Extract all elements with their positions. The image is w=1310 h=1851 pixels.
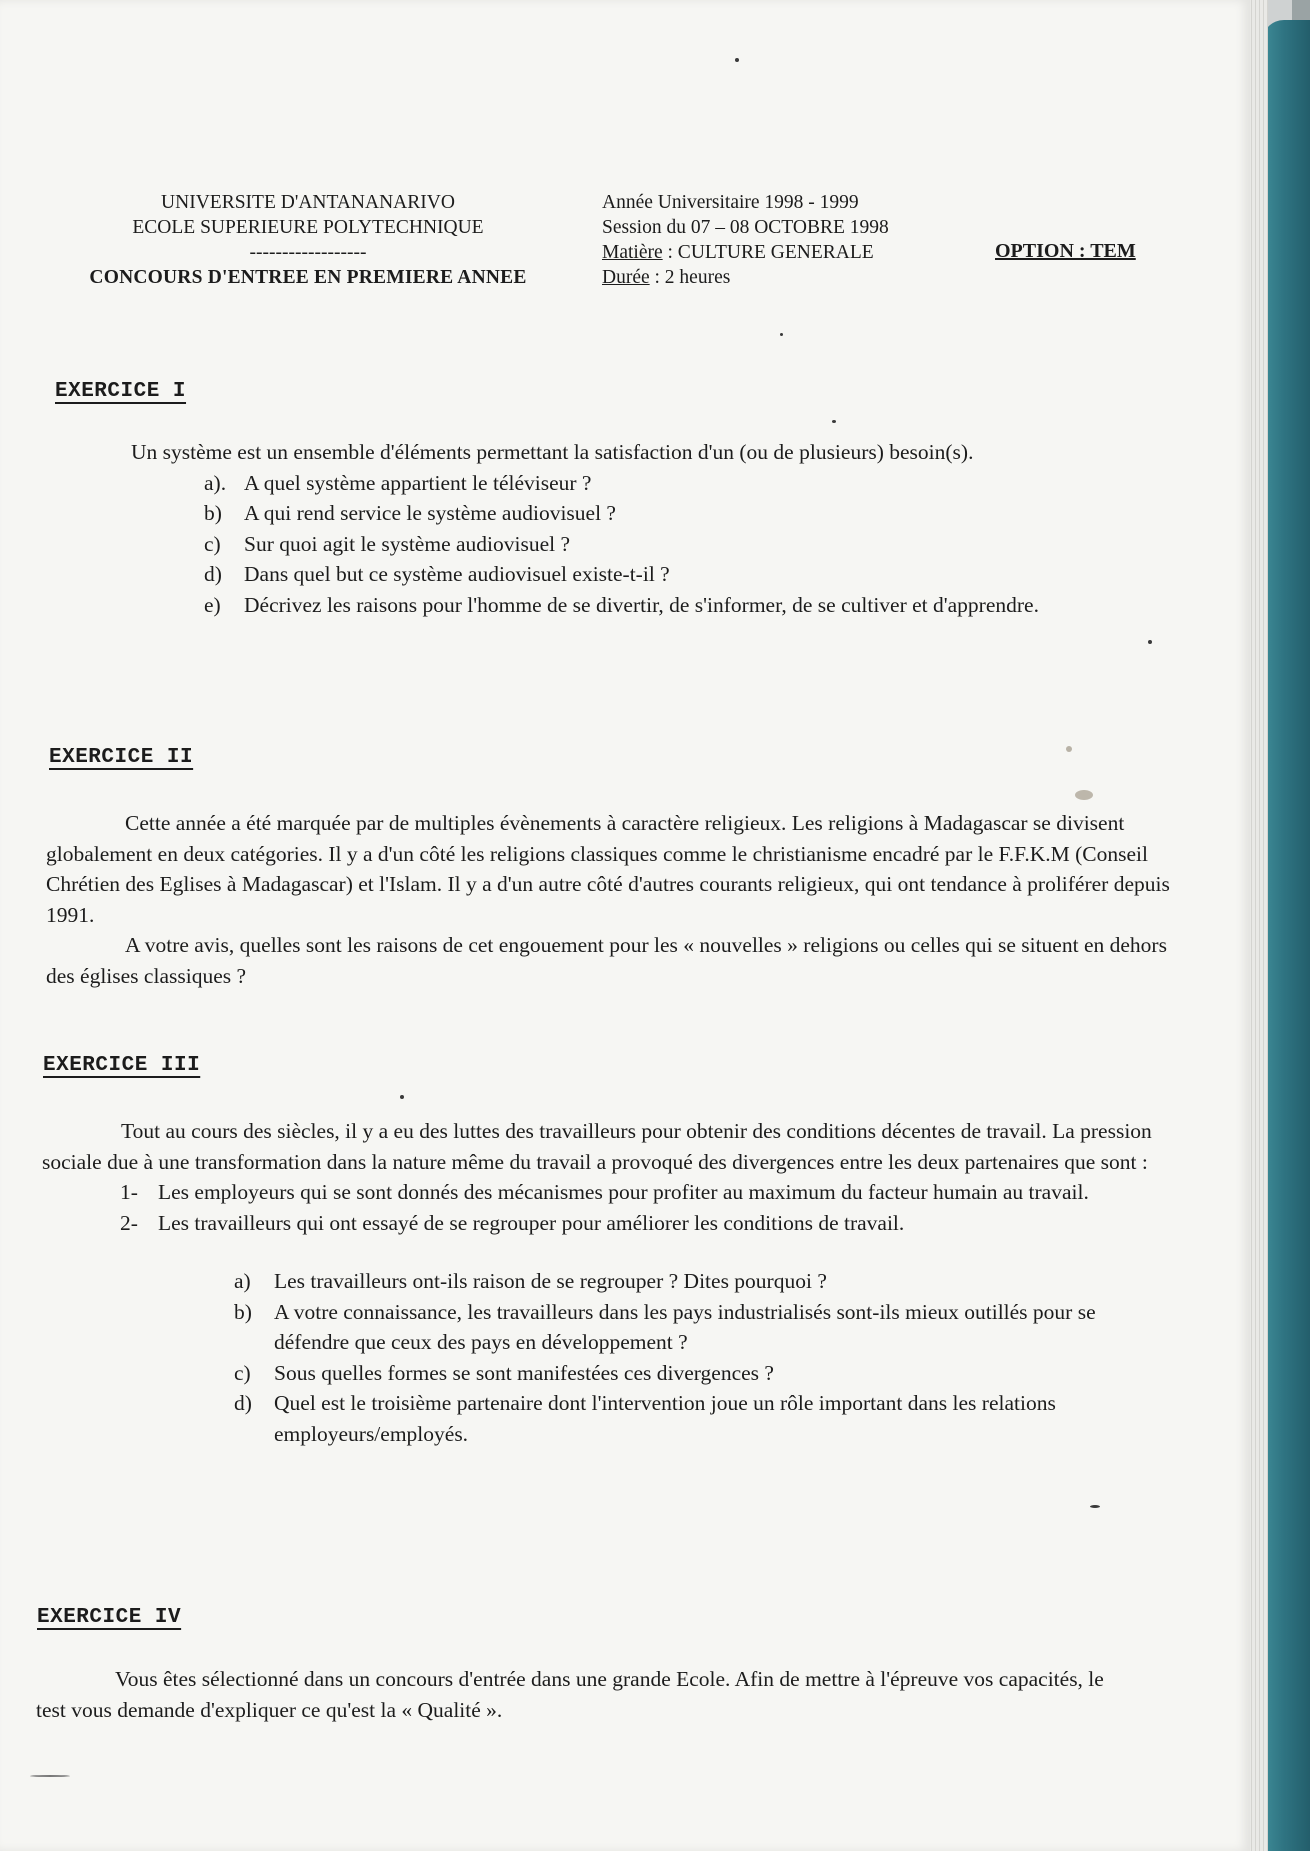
scan-speck — [1090, 1505, 1100, 1508]
scan-speck — [832, 420, 836, 423]
subject-value: : CULTURE GENERALE — [662, 242, 874, 263]
contest-title: CONCOURS D'ENTREE EN PREMIERE ANNEE — [89, 267, 527, 288]
university-name: UNIVERSITE D'ANTANANARIVO — [161, 192, 455, 213]
scan-speck — [30, 1775, 70, 1777]
exercise-3-intro: Tout au cours des siècles, il y a eu des luttes des travailleurs pour obtenir des conditions décentes de travail. La pression sociale due à une transformation dans la nature même du travail a provoqué des divergences entre les deux partenaires que sont : — [42, 1119, 1152, 1174]
question-3d: d) Quel est le troisième partenaire dont l'intervention joue un rôle important dans les relations employeurs/employés. — [234, 1391, 1056, 1446]
question-3c: c) Sous quelles formes se sont manifestées ces divergences ? — [234, 1360, 774, 1385]
exercise-4-title: EXERCICE IV — [37, 1606, 182, 1629]
exercise-1-title: EXERCICE I — [55, 380, 187, 403]
duration-value: : 2 heures — [649, 267, 731, 288]
exercise-3-partners — [120, 1177, 1160, 1238]
question-1e: e) Décrivez les raisons pour l'homme de se divertir, de s'informer, de se cultiver et d'apprendre. — [204, 592, 1039, 617]
exercise-3-questions — [234, 1266, 1160, 1449]
exercise-4-body — [36, 1664, 1136, 1725]
exercise-3-body — [42, 1116, 1160, 1449]
exercise-2-paragraph-2: A votre avis, quelles sont les raisons de cet engouement pour les « nouvelles » religions ou celles qui se situent en dehors des églises classiques ? — [46, 933, 1167, 988]
exercise-3-title: EXERCICE III — [43, 1054, 201, 1077]
binder-cover — [1262, 20, 1310, 1851]
header-institution — [58, 190, 558, 290]
header-separator: ------------------ — [249, 242, 367, 263]
exercise-2-paragraph-1: Cette année a été marquée par de multiples évènements à caractère religieux. Les religions à Madagascar se divisent globalement en deux catégories. Il y a d'un côté les religions classiques comme le christianisme encadré par le F.F.K.M (Conseil Chrétien des Eglises à Madagascar) et l'Islam. Il y a d'un autre côté d'autres courants religieux, qui ont tendance à proliférer depuis 1991. — [46, 811, 1170, 927]
exercise-4-intro: Vous êtes sélectionné dans un concours d'entrée dans une grande Ecole. Afin de mettre à l'épreuve vos capacités, le test vous demande d'expliquer ce qu'est la « Qualité ». — [36, 1667, 1104, 1722]
scan-speck — [1148, 640, 1152, 644]
subject-label: Matière — [602, 242, 663, 263]
question-3a: a) Les travailleurs ont-ils raison de se regrouper ? Dites pourquoi ? — [234, 1269, 827, 1293]
subject-line — [602, 240, 889, 265]
question-3b: b) A votre connaissance, les travailleurs dans les pays industrialisés sont-ils mieux outillés pour se défendre que ceux des pays en développement ? — [234, 1299, 1096, 1354]
exercise-2-body — [46, 808, 1171, 991]
partner-1: 1- Les employeurs qui se sont donnés des mécanismes pour profiter au maximum du facteur humain au travail. — [120, 1180, 1089, 1204]
scan-speck — [400, 1095, 404, 1099]
partner-2: 2- Les travailleurs qui ont essayé de se regrouper pour améliorer les conditions de travail. — [120, 1210, 905, 1235]
duration-line — [602, 265, 889, 290]
exercise-2-title: EXERCICE II — [49, 746, 194, 769]
question-1a: a). A quel système appartient le téléviseur ? — [204, 470, 592, 495]
duration-label: Durée — [602, 267, 650, 288]
question-1c: c) Sur quoi agit le système audiovisuel ? — [204, 531, 571, 556]
question-1b: b) A qui rend service le système audiovisuel ? — [204, 501, 616, 525]
exercise-1-intro: Un système est un ensemble d'éléments permettant la satisfaction d'un (ou de plusieurs) besoin(s). — [131, 440, 974, 464]
scan-speck — [1066, 746, 1072, 752]
option-label: OPTION : TEM — [995, 240, 1136, 262]
scan-speck — [735, 58, 739, 62]
exercise-1-body — [52, 437, 1092, 620]
session-dates: Session du 07 – 08 OCTOBRE 1998 — [602, 217, 889, 238]
scan-speck — [780, 333, 783, 336]
academic-year: Année Universitaire 1998 - 1999 — [602, 192, 859, 213]
header-session-info — [602, 190, 889, 290]
exercise-1-questions — [204, 468, 1114, 621]
school-name: ECOLE SUPERIEURE POLYTECHNIQUE — [132, 217, 484, 238]
question-1d: d) Dans quel but ce système audiovisuel existe-t-il ? — [204, 562, 670, 586]
scan-speck — [1075, 790, 1093, 800]
